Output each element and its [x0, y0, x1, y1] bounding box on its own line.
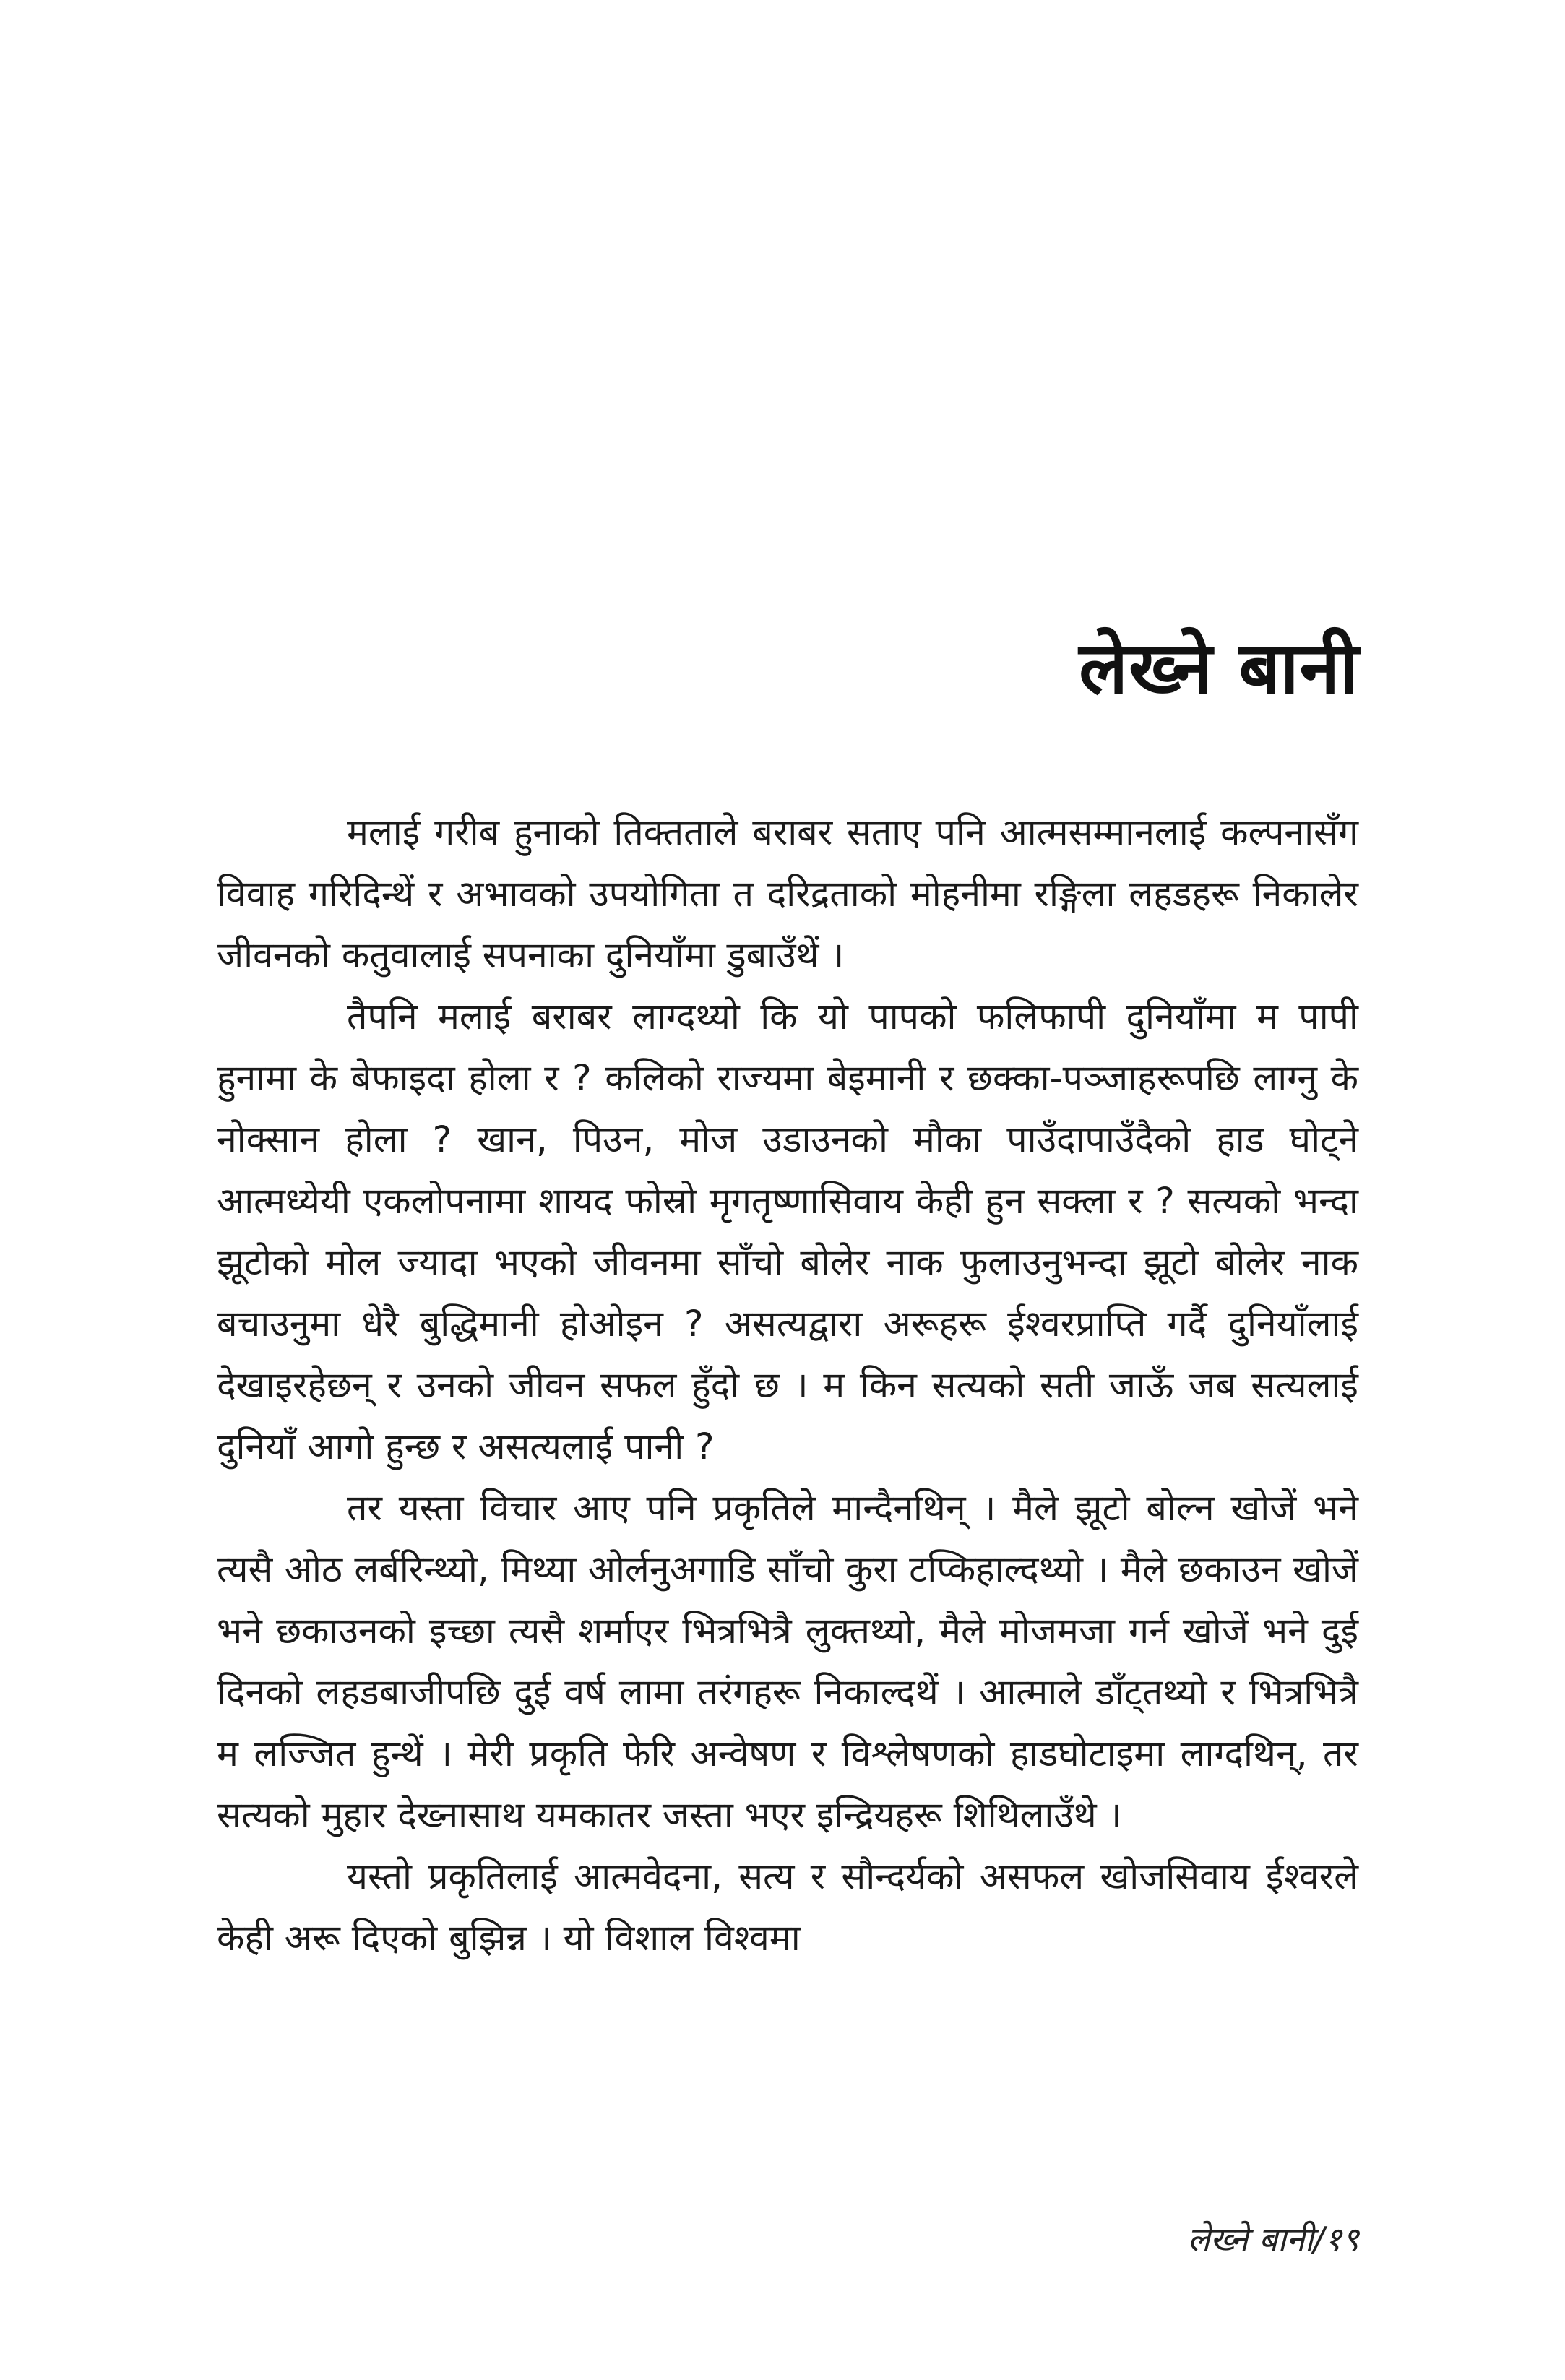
paragraph-2: तैपनि मलाई बराबर लाग्दथ्यो कि यो पापको फलिफापी दुनियाँमा म पापी हुनामा के बेफाइदा होला र ? कलिको राज्यमा बेइमानी र छक्का-पञ्जाहरूपछि लाग्नु के नोक्सान होला ? खान, पिउन, मोज उडाउनको मौका पाउँदापाउँदैको हाड घोट्ने आत्मध्येयी एकलोपनामा शायद फोस्रो मृगतृष्णासिवाय केही हुन सक्ला र ? सत्यको भन्दा झूटोको मोल ज्यादा भएको जीवनमा साँचो बोलेर नाक फुलाउनुभन्दा झूटो बोलेर नाक बचाउनुमा धेरै बुद्धिमानी होओइन ? असत्यद्वारा अरूहरू ईश्वरप्राप्ति गर्दै दुनियाँलाई देखाइरहेछन् र उनको जीवन सफल हुँदो छ । म किन सत्यको सती जाऊँ जब सत्यलाई दुनियाँ आगो हुन्छ र असत्यलाई पानी ? [217, 996, 1358, 1467]
running-footer-page-number: लेख्ने बानी/१९ [1187, 2220, 1359, 2259]
chapter-title: लेख्ने बानी [1079, 626, 1359, 710]
paragraph-3: तर यस्ता विचार आए पनि प्रकृतिले मान्दैनथिन् । मैले झूटो बोल्न खोजें भने त्यसै ओठ लर्बरिन्थ्यो, मिथ्या ओर्लनुअगाडि साँचो कुरा टप्किहाल्दथ्यो । मैले छकाउन खोजें भने छकाउनको इच्छा त्यसै शर्माएर भित्रभित्रै लुक्तथ्यो, मैले मोजमजा गर्न खोजें भने दुई दिनको लहडबाजीपछि दुई वर्ष लामा तरंगहरू निकाल्दथें । आत्माले डाँट्तथ्यो र भित्रभित्रै म लज्जित हुन्थें । मेरी प्रकृति फेरि अन्वेषण र विश्लेषणको हाडघोटाइमा लाग्दथिन्, तर सत्यको मुहार देख्नासाथ यमकातर जस्ता भएर इन्द्रियहरू शिथिलाउँथे । [217, 1487, 1358, 1836]
paragraph-1: मलाई गरीब हुनाको तिक्तताले बराबर सताए पनि आत्मसम्मानलाई कल्पनासँग विवाह गरिदिन्थें र अभावको उपयोगिता त दरिद्रताको मोहनीमा रङ्गिला लहडहरू निकालेर जीवनको कतुवालाई सपनाका दुनियाँमा डुबाउँथें । [217, 811, 1358, 976]
body-text [217, 802, 1358, 1969]
paragraph-4: यस्तो प्रकृतिलाई आत्मवेदना, सत्य र सौन्दर्यको असफल खोजसिवाय ईश्वरले केही अरू दिएको बुझिन्न । यो विशाल विश्वमा [217, 1855, 1358, 1959]
